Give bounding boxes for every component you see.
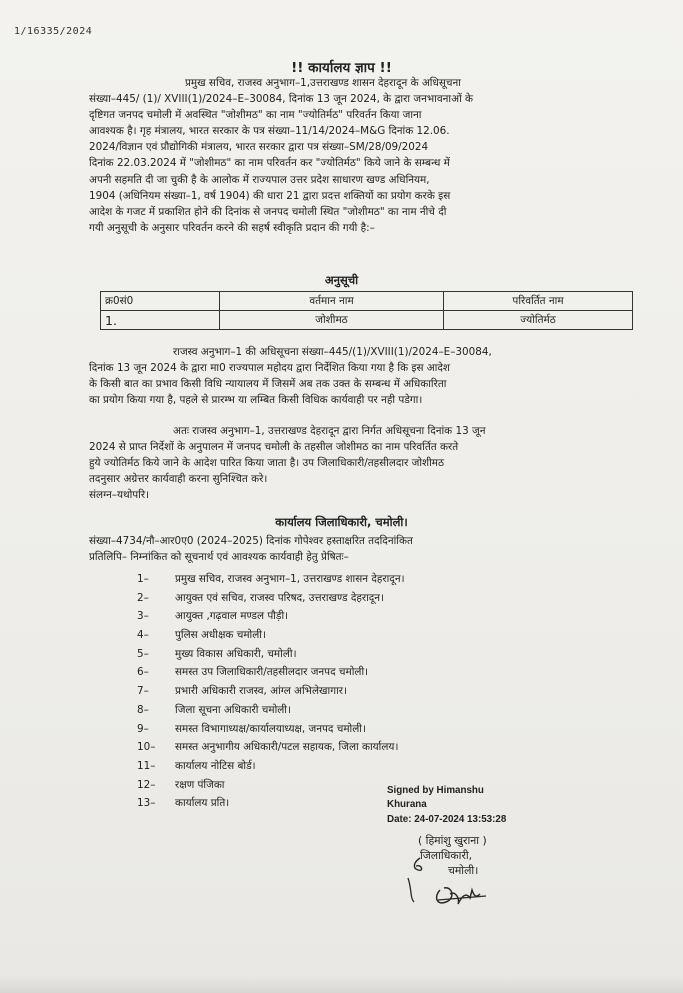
list-item-text: समस्त अनुभागीय अधिकारी/पटल सहायक, जिला कार्यालय। <box>175 741 399 754</box>
paragraph-line: प्रमुख सचिव, राजस्व अनुभाग–1,उत्तराखण्ड शासन देहरादून के अधिसूचना <box>185 77 461 89</box>
paragraph-line: के किसी बात का प्रभाव किसी विधि न्यायालय में जिसमें अब तक उक्त के सम्बन्ध में अधिकारिता <box>89 378 447 391</box>
paragraph-notification <box>89 75 635 236</box>
schedule-table <box>100 291 633 330</box>
list-item <box>137 757 557 776</box>
paragraph-line: संख्या–445/ (1)/ XVIII(1)/2024–E–30084, दिनांक 13 जून 2024, के द्वारा जनभावनाओं के <box>89 93 473 106</box>
list-item-text: कार्यालय प्रति। <box>175 797 230 810</box>
paragraph-line: दिनांक 22.03.2024 में "जोशीमठ" का नाम परिवर्तन कर "ज्योतिर्मठ" किये जाने के सम्बन्ध में <box>89 157 450 170</box>
memo-title: !! कार्यालय ज्ञाप !! <box>291 60 392 76</box>
list-item-number: 13– <box>137 797 156 810</box>
list-item <box>137 570 557 589</box>
column-header-current-name: वर्तमान नाम <box>220 292 444 311</box>
paragraph-line: दिनांक 13 जून 2024 के द्वारा मा0 राज्यपाल महोदय द्वारा निर्देशित किया गया है कि इस आदेश <box>89 362 450 375</box>
list-item-number: 8– <box>137 703 149 716</box>
list-item-number: 2– <box>137 591 149 604</box>
table-header-row <box>101 292 633 311</box>
cell-serial: 1. <box>101 311 220 330</box>
reference-number: 1/16335/2024 <box>14 26 93 37</box>
list-item <box>137 663 557 682</box>
paragraph-line: दृष्टिगत जनपद चमोली में अवस्थित "जोशीमठ" का नाम "ज्योतिर्मठ" परिवर्तन किया जाना <box>89 109 422 122</box>
paragraph-line: अपनी सहमति दी जा चुकी है के आलोक में राज्यपाल उत्तर प्रदेश साधारण खण्ड अधिनियम, <box>89 173 430 186</box>
column-header-changed-name: परिवर्तित नाम <box>444 292 633 311</box>
paragraph-line: 2024/विज्ञान एवं प्रौद्योगिकी मंत्रालय, भारत सरकार द्वारा पत्र संख्या–SM/28/09/2024 <box>89 141 429 154</box>
signatory-name: ( हिमांशु खुराना ) <box>418 834 487 847</box>
digital-signature-block <box>387 784 506 827</box>
scan-bottom-edge <box>0 975 683 993</box>
copy-ref-line: संख्या–4734/नौ–आर0ए0 (2024–2025) दिनांक गोपेश्वर हस्ताक्षरित तददिनांकित <box>89 535 413 547</box>
list-item <box>137 607 557 626</box>
list-item-text: कार्यालय नोटिस बोर्ड। <box>175 759 256 772</box>
paragraph-line: राजस्व अनुभाग–1 की अधिसूचना संख्या–445/(1)/XVIII(1)/2024–E–30084, <box>173 346 492 358</box>
enclosure-note: संलग्न–यथोपरि। <box>89 489 150 502</box>
list-item <box>137 738 557 757</box>
paragraph-line: आदेश के गजट में प्रकाशित होने की दिनांक से जनपद चमोली स्थित "जोशीमठ" का नाम नीचे दी <box>89 205 447 218</box>
list-item <box>137 626 557 645</box>
list-item-number: 9– <box>137 722 149 735</box>
list-item-number: 7– <box>137 685 149 698</box>
table-row <box>101 311 633 330</box>
paragraph-court-clause <box>89 344 635 408</box>
list-item-number: 4– <box>137 629 149 642</box>
paragraph-line: अतः राजस्व अनुभाग–1, उत्तराखण्ड देहरादून द्वारा निर्गत अधिसूचना दिनांक 13 जून <box>173 425 486 437</box>
list-item-number: 6– <box>137 666 149 679</box>
list-item-number: 3– <box>137 610 149 623</box>
list-item-text: जिला सूचना अधिकारी चमोली। <box>175 703 291 716</box>
digital-signature-line: Signed by Himanshu <box>387 785 484 796</box>
list-item-number: 10– <box>137 741 156 754</box>
list-item-text: प्रमुख सचिव, राजस्व अनुभाग–1, उत्तराखण्ड शासन देहरादून। <box>175 573 405 585</box>
digital-signature-date: Date: 24-07-2024 13:53:28 <box>387 813 507 825</box>
paragraph-order <box>89 423 635 503</box>
list-item <box>137 645 557 664</box>
cell-changed-name: ज्योतिर्मठ <box>444 311 633 330</box>
cell-current-name: जोशीमठ <box>220 311 444 330</box>
schedule-heading: अनुसूची <box>324 273 359 287</box>
digital-signature-line: Khurana <box>387 799 427 811</box>
list-item-number: 11– <box>137 759 156 772</box>
list-item-text: आयुक्त ,गढ़वाल मण्डल पौड़ी। <box>175 610 289 623</box>
paragraph-line: हुये ज्योतिर्मठ किये जाने के आदेश पारित किया जाता है। उप जिलाधिकारी/तहसीलदार जोशीमठ <box>89 457 445 470</box>
list-item <box>137 682 557 701</box>
copy-ref-line: प्रतिलिपि– निम्नांकित को सूचनार्थ एवं आवश्यक कार्यवाही हेतु प्रेषितः– <box>89 551 349 563</box>
paragraph-line: आवश्यक है। गृह मंत्रालय, भारत सरकार के पत्र संख्या–11/14/2024–M&G दिनांक 12.06. <box>89 125 450 138</box>
list-item-text: पुलिस अधीक्षक चमोली। <box>175 629 266 642</box>
list-item-text: प्रभारी अधिकारी राजस्व, आंग्ल अभिलेखागार। <box>175 685 347 698</box>
list-item <box>137 720 557 739</box>
list-item-text: समस्त विभागाध्यक्ष/कार्यालयाध्यक्ष, जनपद चमोली। <box>175 722 366 735</box>
column-header-serial: क्र0सं0 <box>101 292 220 311</box>
list-item <box>137 589 557 608</box>
paragraph-line: तदनुसार अग्रेत्तर कार्यवाही करना सुनिश्चित करे। <box>89 473 268 486</box>
list-item-text: आयुक्त एवं सचिव, राजस्व परिषद, उत्तराखण्ड देहरादून। <box>175 591 385 604</box>
list-item-number: 12– <box>137 778 156 791</box>
list-item-text: समस्त उप जिलाधिकारी/तहसीलदार जनपद चमोली। <box>175 666 369 679</box>
list-item-text: मुख्य विकास अधिकारी, चमोली। <box>175 647 297 660</box>
paragraph-line: का प्रयोग किया गया है, पहले से प्रारम्भ या लम्बित किसी विधिक कार्यवाही पर नही पडेगा। <box>89 394 423 407</box>
paragraph-line: गयी अनुसूची के अनुसार परिवर्तन करने की सहर्ष स्वीकृति प्रदान की गयी है:– <box>89 221 375 234</box>
office-heading: कार्यालय जिलाधिकारी, चमोली। <box>275 515 408 529</box>
signatory-place: चमोली। <box>448 864 479 877</box>
recipient-list <box>137 570 557 813</box>
list-item <box>137 701 557 720</box>
list-item-number: 1– <box>137 573 149 585</box>
paragraph-line: 2024 से प्राप्त निर्देशों के अनुपालन में जनपद चमोली के तहसील जोशीमठ का नाम परिवर्तित करते <box>89 441 459 454</box>
list-item-text: रक्षण पंजिका <box>175 778 225 791</box>
paragraph-line: 1904 (अधिनियम संख्या–1, वर्ष 1904) की धारा 21 द्वारा प्रदत्त शक्तियों का प्रयोग करके इस <box>89 189 451 202</box>
handwritten-signature <box>400 850 510 910</box>
list-item-number: 5– <box>137 647 149 660</box>
signatory-designation: जिलाधिकारी, <box>420 849 473 862</box>
copy-reference <box>89 533 635 565</box>
